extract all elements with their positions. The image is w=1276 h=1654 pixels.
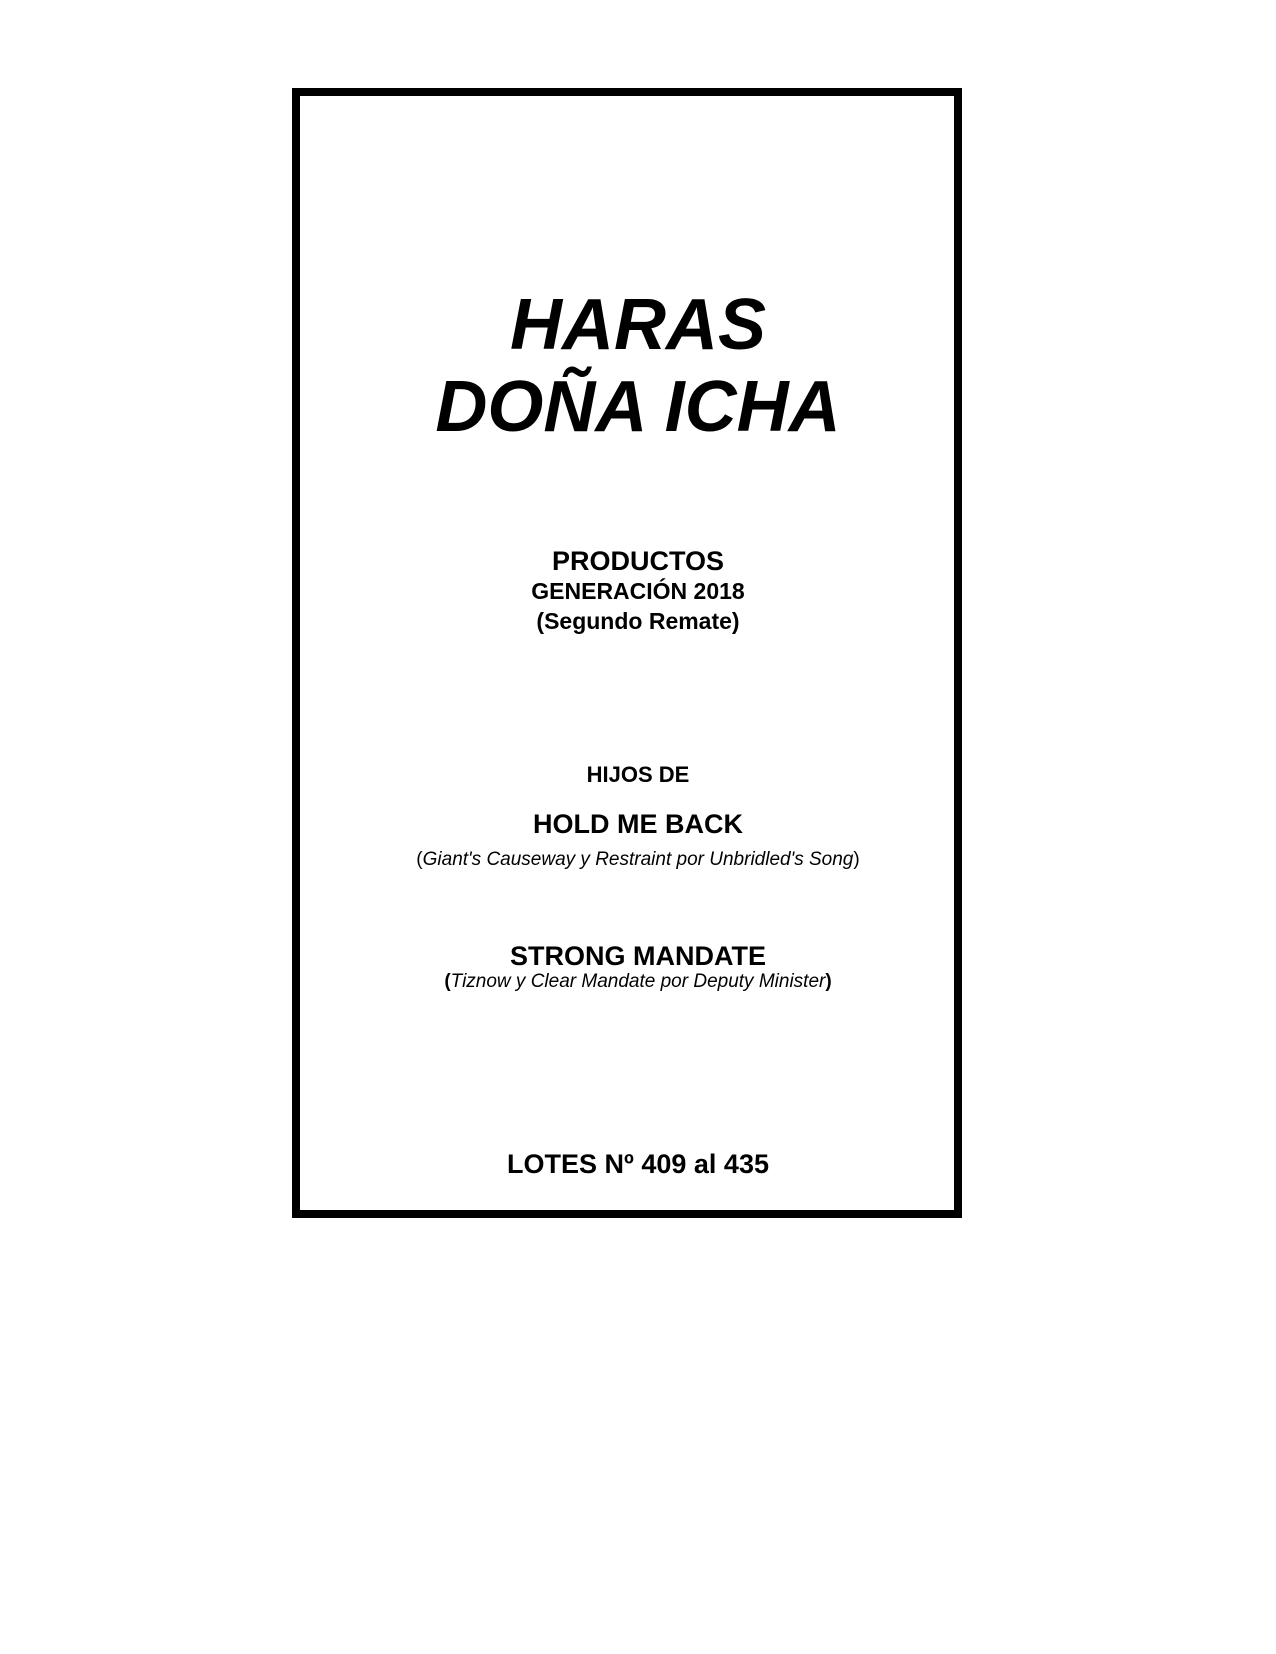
title-line-1: HARAS bbox=[509, 285, 766, 365]
page-border bbox=[292, 88, 962, 1218]
title-line-2: DOÑA ICHA bbox=[435, 367, 841, 447]
sire-name-hold-me-back: HOLD ME BACK bbox=[533, 809, 743, 839]
subtitle-remate: (Segundo Remate) bbox=[536, 608, 740, 634]
subtitle-generacion: GENERACIÓN 2018 bbox=[531, 578, 745, 604]
sire-pedigree-hold-me-back: (Giant's Causeway y Restraint por Unbridled's Song) bbox=[416, 849, 860, 870]
subtitle-productos: PRODUCTOS bbox=[551, 546, 725, 576]
sire-name-strong-mandate: STRONG MANDATE bbox=[510, 941, 766, 971]
lotes-range: LOTES Nº 409 al 435 bbox=[507, 1149, 769, 1179]
sire-pedigree-strong-mandate: (Tiznow y Clear Mandate por Deputy Minister) bbox=[444, 971, 832, 992]
hijos-label: HIJOS DE bbox=[586, 762, 690, 787]
